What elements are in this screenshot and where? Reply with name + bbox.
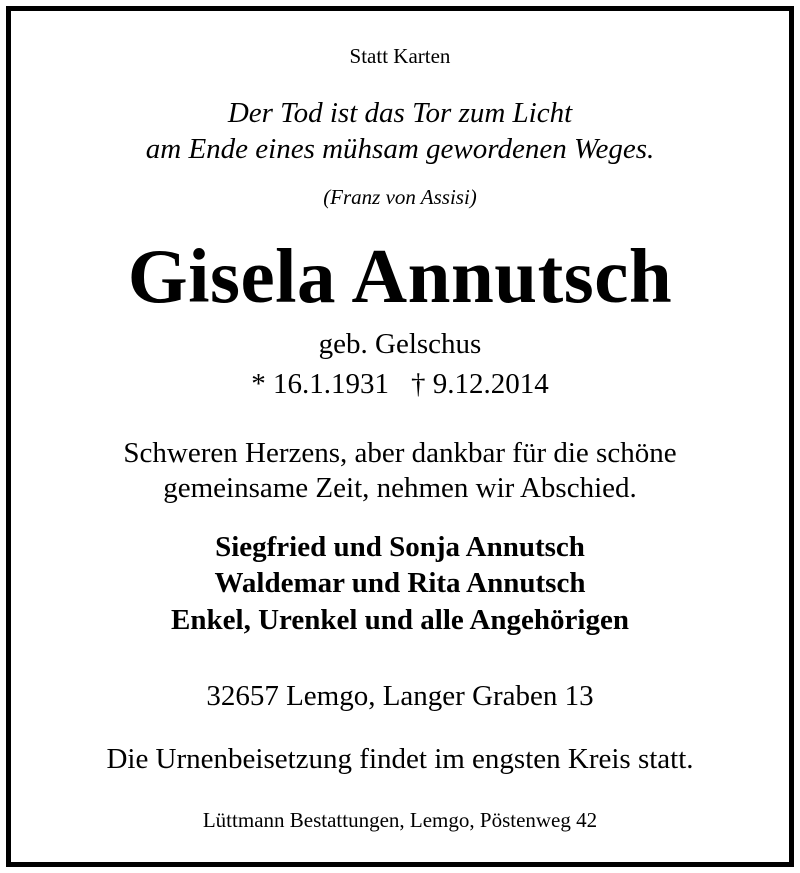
quote-line-2: am Ende eines mühsam gewordenen Weges. — [145, 133, 655, 165]
family-line: Siegfried und Sonja Annutsch — [215, 531, 585, 563]
life-dates — [0, 368, 800, 401]
undertaker-info: Lüttmann Bestattungen, Lemgo, Pöstenweg 42 — [202, 808, 598, 832]
message-line-2: gemeinsame Zeit, nehmen wir Abschied. — [163, 472, 637, 504]
maiden-name: geb. Gelschus — [318, 328, 482, 360]
quote-line-1: Der Tod ist das Tor zum Licht — [227, 97, 573, 129]
family-line: Enkel, Urenkel und alle Angehörigen — [171, 604, 629, 636]
quote-author: (Franz von Assisi) — [323, 185, 477, 209]
message-line-1: Schweren Herzens, aber dankbar für die schöne — [123, 437, 677, 469]
header-text: Statt Karten — [349, 44, 451, 68]
address: 32657 Lemgo, Langer Graben 13 — [206, 680, 594, 712]
deceased-name: Gisela Annutsch — [127, 233, 673, 319]
birth-date: * 16.1.1931 — [251, 368, 389, 400]
burial-note: Die Urnenbeisetzung findet im engsten Kreis statt. — [106, 743, 694, 775]
death-date: † 9.12.2014 — [411, 368, 549, 400]
family-line: Waldemar und Rita Annutsch — [214, 567, 586, 599]
